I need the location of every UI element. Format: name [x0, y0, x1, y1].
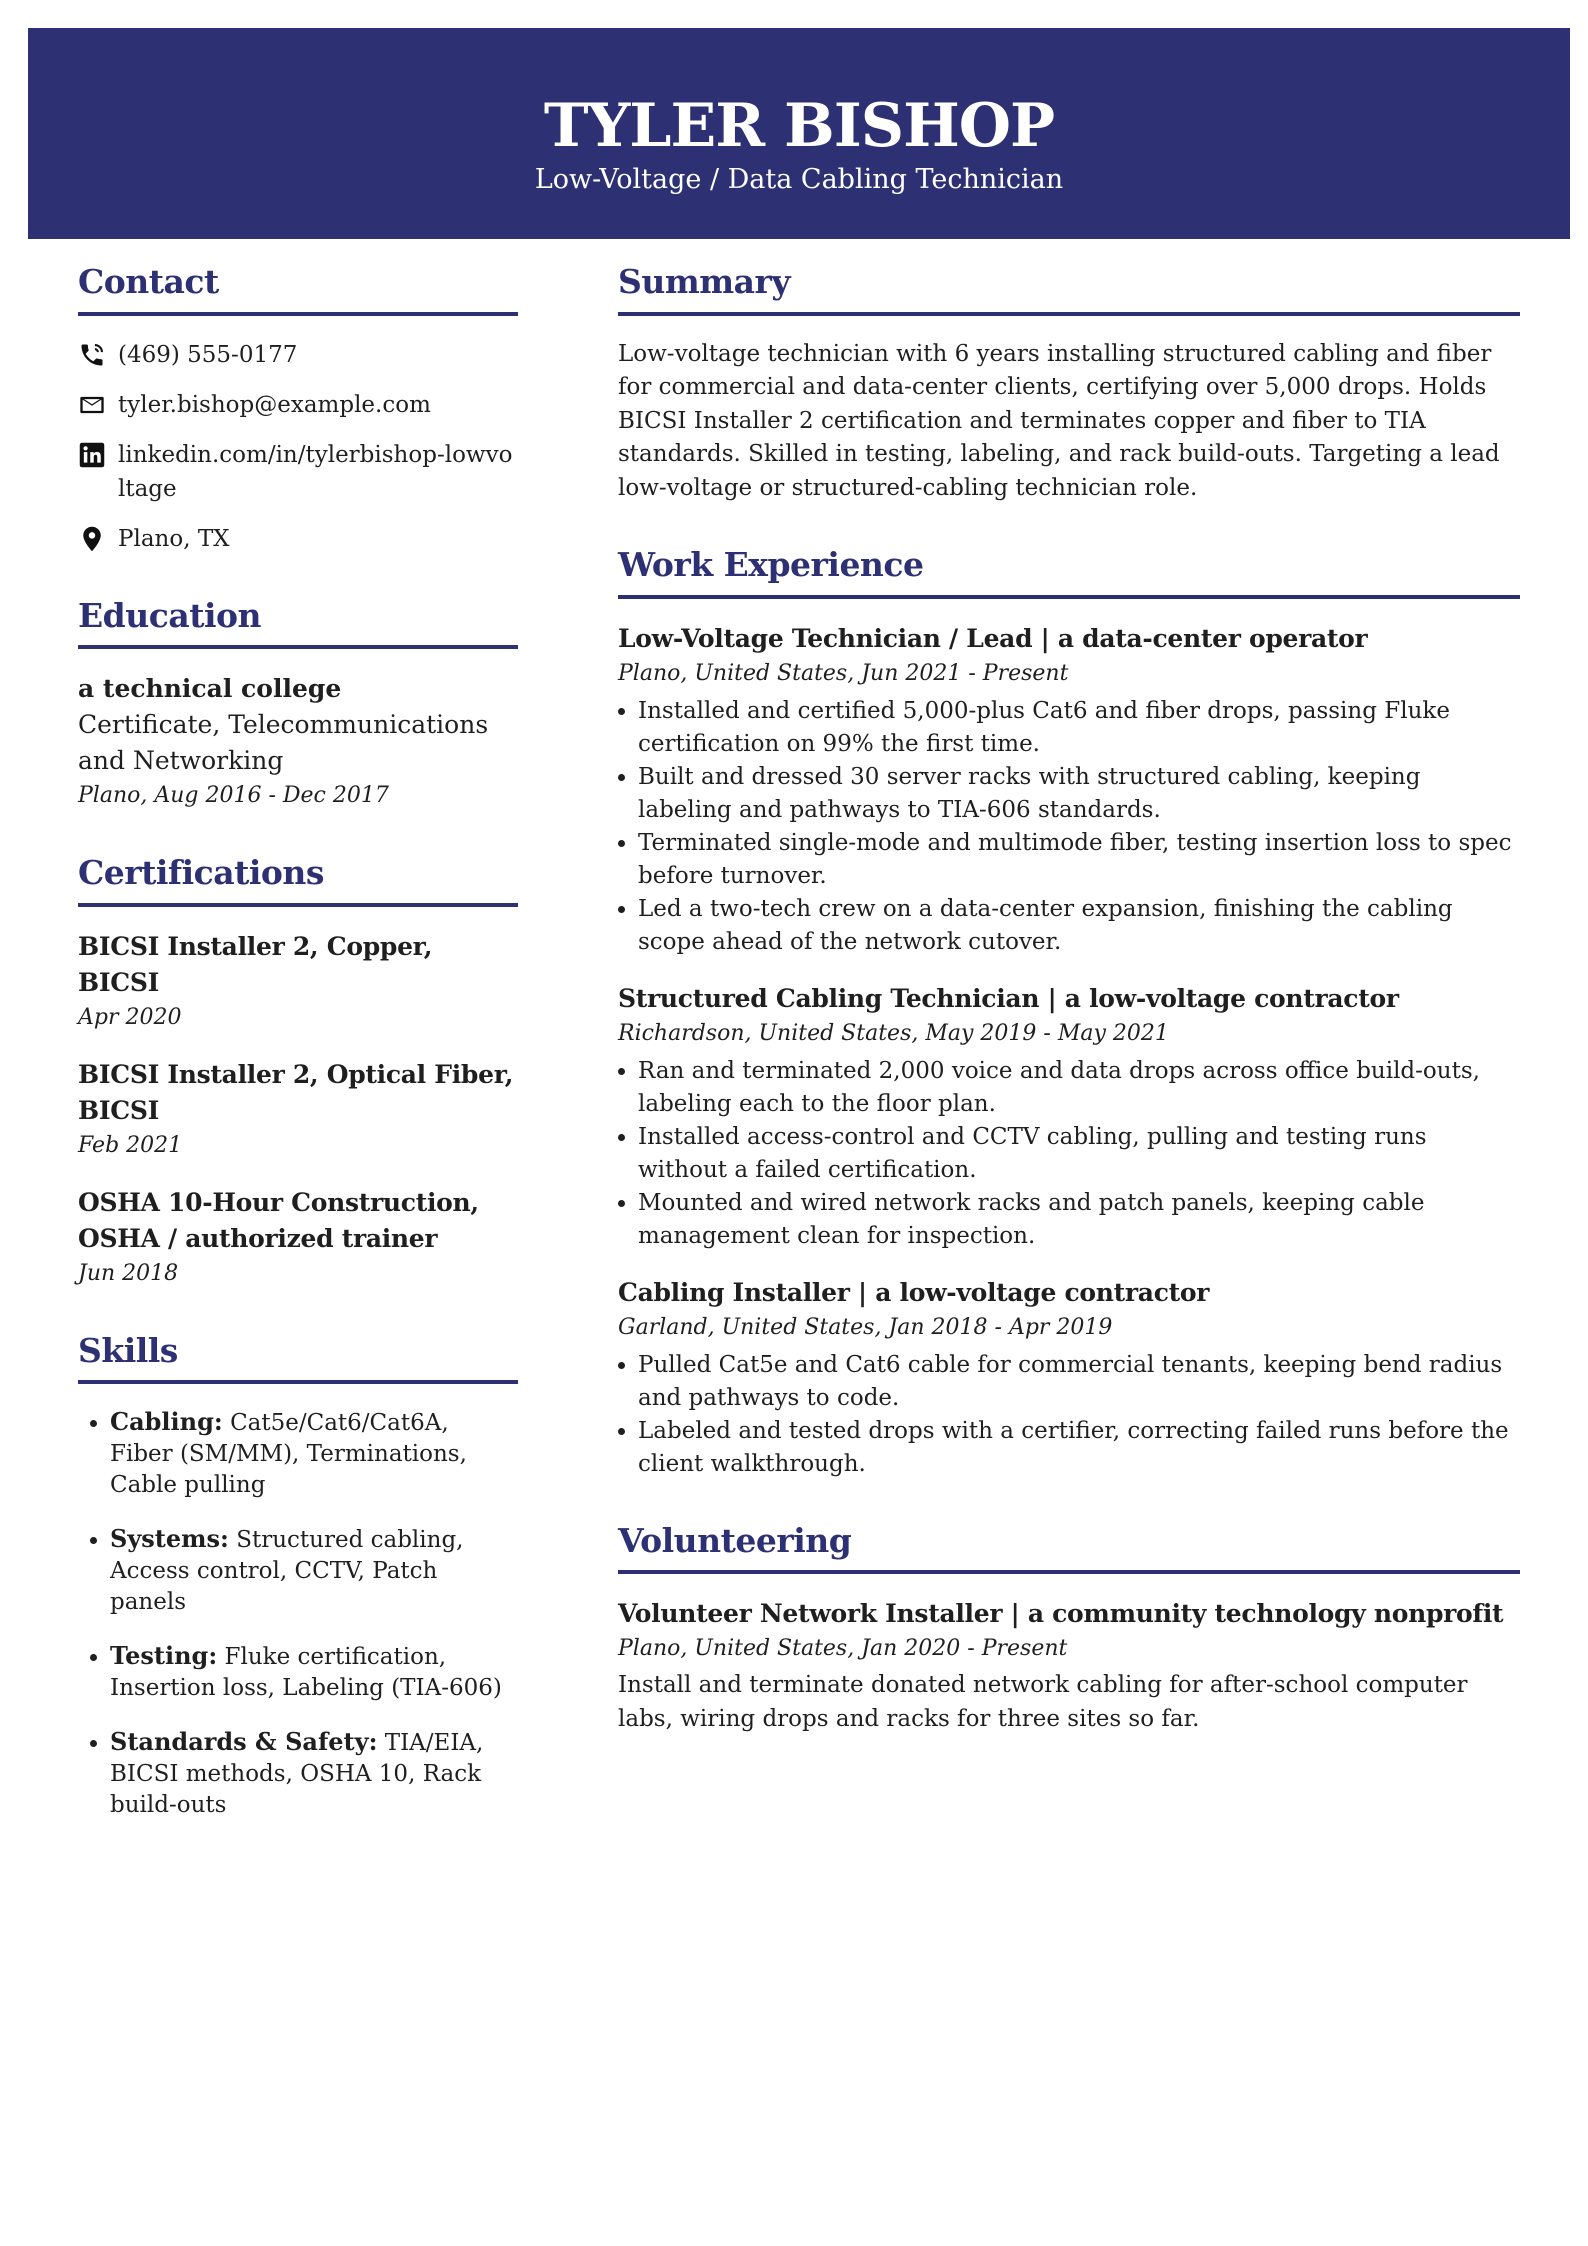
email-text[interactable]: tyler.bishop@example.com	[118, 391, 431, 418]
job-meta: Richardson, United States, May 2019 - May 2021	[618, 1020, 1169, 1046]
job-title: Structured Cabling Technician | a low-voltage contractor	[618, 983, 1399, 1013]
contact-email	[78, 388, 518, 422]
skill-label: Testing:	[110, 1641, 218, 1671]
job-bullet: • Built and dressed 30 server racks with structured cabling, keeping labeling and pathways to TIA-606 standards.	[638, 761, 1520, 827]
email-icon	[78, 388, 118, 422]
volunteering-heading: Volunteering	[618, 1521, 1520, 1575]
experience-heading: Work Experience	[618, 545, 1520, 599]
job-bullets	[618, 1349, 1520, 1481]
volunteer-meta: Plano, United States, Jan 2020 - Present	[618, 1636, 1068, 1662]
certification-name: BICSI Installer 2, Copper, BICSI	[78, 931, 433, 997]
skills-list	[78, 1406, 518, 1821]
location-text: Plano, TX	[118, 525, 230, 552]
job-entry	[618, 621, 1520, 959]
contact-heading: Contact	[78, 262, 518, 316]
experience-section	[618, 545, 1520, 1481]
skill-item	[110, 1726, 518, 1821]
skill-item	[110, 1523, 518, 1618]
certifications-heading: Certifications	[78, 853, 518, 907]
certification-name: OSHA 10-Hour Construction, OSHA / authorized trainer	[78, 1187, 479, 1253]
certification-date: Feb 2021	[78, 1132, 183, 1158]
job-title: Low-Voltage Technician / Lead | a data-center operator	[618, 623, 1368, 653]
job-meta: Garland, United States, Jan 2018 - Apr 2019	[618, 1314, 1113, 1340]
certification-date: Jun 2018	[78, 1260, 179, 1286]
job-bullet: • Labeled and tested drops with a certifier, correcting failed runs before the client walkthrough.	[638, 1415, 1520, 1481]
job-bullet: • Ran and terminated 2,000 voice and data drops across office build-outs, labeling each to the floor plan.	[638, 1055, 1520, 1121]
job-bullet: • Mounted and wired network racks and patch panels, keeping cable management clean for inspection.	[638, 1187, 1520, 1253]
left-column	[78, 262, 518, 1861]
summary-heading: Summary	[618, 262, 1520, 316]
job-bullets	[618, 695, 1520, 959]
right-column	[618, 262, 1520, 1776]
certification-item	[78, 1057, 518, 1163]
location-pin-icon	[78, 522, 118, 556]
volunteering-section	[618, 1521, 1520, 1737]
certification-item	[78, 1185, 518, 1291]
linkedin-icon	[78, 438, 118, 472]
skill-item	[110, 1640, 518, 1704]
volunteer-title: Volunteer Network Installer | a community technology nonprofit	[618, 1599, 1504, 1629]
skills-heading: Skills	[78, 1331, 518, 1385]
skill-label: Standards & Safety:	[110, 1727, 378, 1757]
summary-text: Low-voltage technician with 6 years installing structured cabling and fiber for commercial and data-center clients, certifying over 5,000 drops. Holds BICSI Installer 2 certification and terminates copper and fiber to TIA standards. Skilled in testing, labeling, and rack build-outs. Targeting a lead low-voltage or structured-cabling technician role.	[618, 340, 1500, 501]
contact-phone	[78, 338, 518, 372]
job-bullet: • Installed and certified 5,000-plus Cat6 and fiber drops, passing Fluke certification on 99% the first time.	[638, 695, 1520, 761]
contact-location	[78, 522, 518, 556]
skill-text: Structured cabling, Access control, CCTV, Patch panels	[110, 1527, 464, 1616]
phone-text: (469) 555-0177	[118, 341, 298, 368]
resume-header	[28, 28, 1570, 239]
job-meta: Plano, United States, Jun 2021 - Present	[618, 660, 1069, 686]
contact-linkedin	[78, 438, 518, 506]
job-entry	[618, 981, 1520, 1253]
certification-name: BICSI Installer 2, Optical Fiber, BICSI	[78, 1059, 514, 1125]
skill-text: Fluke certification, Insertion loss, Labeling (TIA-606)	[110, 1644, 502, 1702]
skill-text: Cat5e/Cat6/Cat6A, Fiber (SM/MM), Terminations, Cable pulling	[110, 1410, 467, 1499]
education-meta: Plano, Aug 2016 - Dec 2017	[78, 783, 389, 809]
volunteer-entry	[618, 1596, 1520, 1736]
education-heading: Education	[78, 596, 518, 650]
volunteer-description: Install and terminate donated network cabling for after-school computer labs, wiring drops and racks for three sites so far.	[618, 1672, 1468, 1733]
job-entry	[618, 1275, 1520, 1481]
certifications-section	[78, 853, 518, 1291]
skill-item	[110, 1406, 518, 1501]
skills-section	[78, 1331, 518, 1822]
certification-item	[78, 929, 518, 1035]
job-bullet: • Installed access-control and CCTV cabling, pulling and testing runs without a failed certification.	[638, 1121, 1520, 1187]
education-section	[78, 596, 518, 814]
candidate-title: Low-Voltage / Data Cabling Technician	[534, 164, 1064, 195]
job-bullet: • Pulled Cat5e and Cat6 cable for commercial tenants, keeping bend radius and pathways to code.	[638, 1349, 1520, 1415]
skill-label: Systems:	[110, 1524, 229, 1554]
job-bullet: • Terminated single-mode and multimode fiber, testing insertion loss to spec before turnover.	[638, 827, 1520, 893]
phone-icon	[78, 338, 118, 372]
job-bullets	[618, 1055, 1520, 1253]
job-bullet: • Led a two-tech crew on a data-center expansion, finishing the cabling scope ahead of the network cutover.	[638, 893, 1520, 959]
skill-text: TIA/EIA, BICSI methods, OSHA 10, Rack build-outs	[110, 1730, 484, 1819]
summary-section	[618, 262, 1520, 505]
job-title: Cabling Installer | a low-voltage contractor	[618, 1277, 1210, 1307]
education-degree: Certificate, Telecommunications and Networking	[78, 710, 489, 776]
contact-section	[78, 262, 518, 556]
candidate-name: TYLER BISHOP	[543, 91, 1055, 161]
education-school: a technical college	[78, 674, 342, 704]
linkedin-text[interactable]: linkedin.com/in/tylerbishop-lowvoltage	[118, 441, 513, 502]
skill-label: Cabling:	[110, 1407, 223, 1437]
certification-date: Apr 2020	[78, 1004, 182, 1030]
